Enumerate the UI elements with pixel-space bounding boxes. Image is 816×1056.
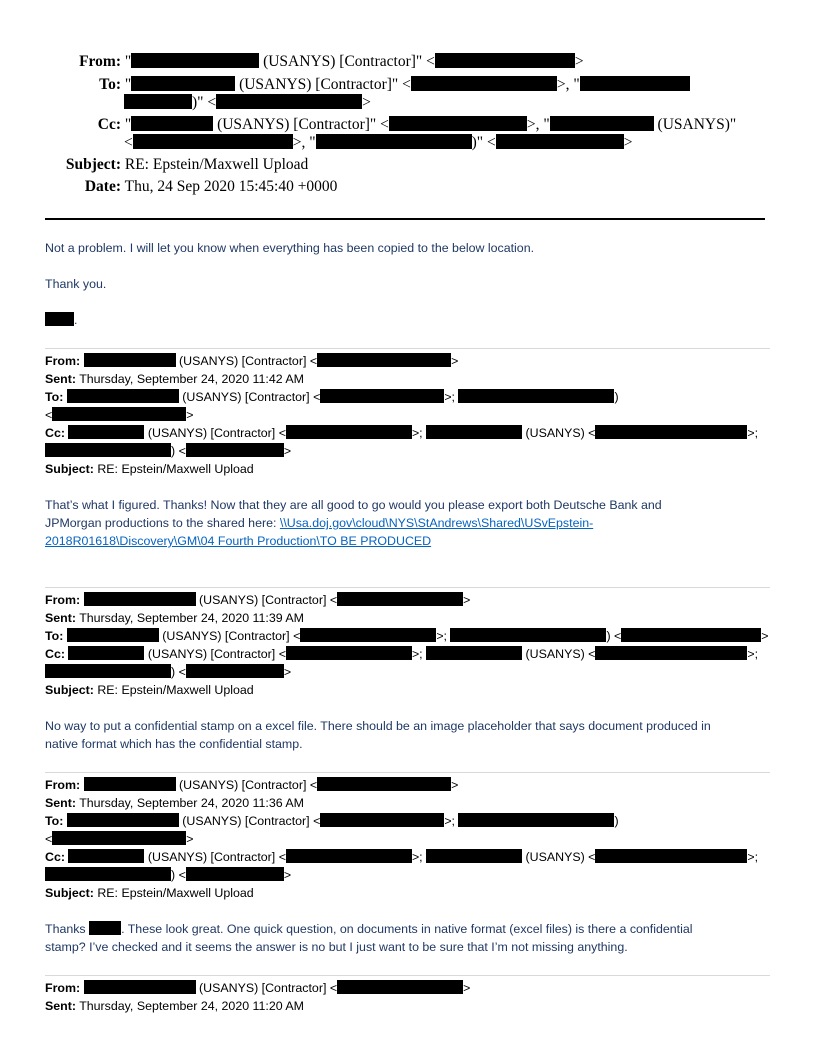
redaction-block [320,389,444,403]
cc-org: (USANYS) [Contractor] < [147,426,286,440]
close-bracket: > [451,778,459,792]
close-bracket: > [451,354,459,368]
message-body-line-1: No way to put a confidential stamp on a excel file. There should be an image placeholder that says document produced in [45,719,711,733]
header-cc-line2 [124,134,632,152]
header-cc-mid: >, " [526,116,550,133]
to-org: (USANYS) [Contractor] < [182,814,321,828]
close-bracket: > [283,868,292,882]
subject-text: RE: Epstein/Maxwell Upload [97,462,254,476]
close-bracket: > [186,408,194,422]
message-from-line [45,777,458,793]
cc-label: Cc: [45,647,65,661]
redaction-block [496,134,624,149]
to-separator: >; [436,629,447,643]
redaction-block [67,389,179,403]
body-text: JPMorgan productions to the shared here: [45,516,280,530]
redaction-block [84,980,196,994]
redaction-block [186,443,284,457]
to-mid: ) < [606,629,622,643]
redaction-block [186,664,284,678]
subject-label: Subject: [45,886,94,900]
header-cc-org2: (USANYS)" [657,116,737,133]
body-line-2: Thank you. [45,277,107,291]
body-signature [45,312,77,328]
redaction-block [131,53,259,68]
redaction-block [317,353,451,367]
redaction-block [595,425,747,439]
cc-org: (USANYS) [Contractor] < [147,850,286,864]
message-subject-line [45,461,254,477]
sent-date: Thursday, September 24, 2020 11:42 AM [79,372,304,386]
header-date-line [0,178,337,196]
cc-label: Cc: [45,850,65,864]
redaction-block [52,407,186,421]
header-to-close: > [362,94,371,111]
redaction-block [286,646,412,660]
cc-separator: >; [747,426,759,440]
close-bracket: > [761,629,769,643]
from-org: (USANYS) [Contractor] < [199,593,338,607]
redaction-block [317,777,451,791]
message-cc-line2 [45,443,291,459]
from-label: From: [45,593,81,607]
redaction-block [435,53,575,68]
header-to-org: (USANYS) [Contractor]" < [239,76,411,93]
header-cc-label: Cc: [97,116,121,133]
message-to-line [45,628,769,644]
cc-org2: (USANYS) < [525,850,596,864]
header-cc-line2-open: < [124,134,133,151]
message-subject-line [45,682,254,698]
header-cc-line [0,116,736,134]
to-org: (USANYS) [Contractor] < [182,390,321,404]
redaction-block [45,312,74,326]
header-subject: RE: Epstein/Maxwell Upload [124,156,309,173]
message-sent-line [45,795,304,811]
close-bracket: > [283,665,292,679]
from-label: From: [45,354,81,368]
body-line-1: Not a problem. I will let you know when everything has been copied to the below location. [45,241,535,255]
redaction-block [45,443,171,457]
header-subject-label: Subject: [65,156,121,173]
redaction-block [411,76,557,91]
message-from-line [45,353,458,369]
redaction-block [131,116,213,131]
to-open-bracket: < [45,832,53,846]
message-body-line-3 [45,533,431,549]
header-from-close: > [574,53,584,70]
message-body-line-2: stamp? I’ve checked and it seems the answer is no but I just want to be sure that I’m not missing anything. [45,940,628,954]
close-bracket: > [186,832,194,846]
redaction-block [300,628,436,642]
message-cc-line [45,646,758,662]
from-label: From: [45,981,81,995]
close-bracket: > [283,444,292,458]
redaction-block [595,646,747,660]
redaction-block [45,867,171,881]
redaction-block [216,94,362,109]
sent-label: Sent: [45,611,76,625]
header-date-label: Date: [84,178,121,195]
header-from-line [0,53,584,71]
to-label: To: [45,629,64,643]
cc-separator: >; [411,850,423,864]
subject-label: Subject: [45,462,94,476]
message-separator [45,975,770,976]
header-cc-quote: " [124,116,132,133]
to-paren: ) [614,390,619,404]
header-cc-org: (USANYS) [Contractor]" < [217,116,389,133]
redaction-block [67,628,159,642]
subject-text: RE: Epstein/Maxwell Upload [97,683,254,697]
message-from-line [45,592,470,608]
header-to-quote: " [124,76,132,93]
message-sent-line [45,610,304,626]
shared-folder-link[interactable]: \\Usa.doj.gov\cloud\NYS\StAndrews\Shared\USvEpstein- [279,516,594,530]
redaction-block [337,980,463,994]
sent-label: Sent: [45,796,76,810]
redaction-block [458,813,614,827]
message-cc-line2 [45,664,291,680]
cc-line2-mid: ) < [171,665,186,679]
cc-org: (USANYS) [Contractor] < [147,647,286,661]
redaction-block [131,76,235,91]
redaction-block [426,646,522,660]
redaction-block [458,389,614,403]
message-body-line-1: That’s what I figured. Thanks! Now that they are all good to go would you please export both Deutsche Bank and [45,498,662,512]
sent-label: Sent: [45,999,76,1013]
signature-dot: . [74,313,78,327]
subject-text: RE: Epstein/Maxwell Upload [97,886,254,900]
redaction-block [550,116,654,131]
message-from-line [45,980,470,996]
sent-date: Thursday, September 24, 2020 11:20 AM [79,999,304,1013]
cc-separator: >; [747,850,759,864]
redaction-block [68,646,144,660]
message-separator [45,348,770,349]
redaction-block [286,849,412,863]
message-sent-line [45,371,304,387]
header-to-mid: >, " [556,76,580,93]
message-body-line-2 [45,515,593,531]
header-to-line2-mid: )" < [192,94,217,111]
body-text: . These look great. One quick question, on documents in native format (excel files) is there a confidential [121,922,693,936]
to-paren: ) [614,814,619,828]
to-open-bracket: < [45,408,53,422]
header-cc-close: > [623,134,633,151]
redaction-block [186,867,284,881]
from-org: (USANYS) [Contractor] < [179,354,318,368]
message-separator [45,772,770,773]
from-org: (USANYS) [Contractor] < [179,778,318,792]
cc-line2-mid: ) < [171,444,186,458]
message-body-line-1 [45,921,693,937]
header-date: Thu, 24 Sep 2020 15:45:40 +0000 [124,178,338,195]
redaction-block [84,353,176,367]
to-label: To: [45,814,64,828]
close-bracket: > [463,593,471,607]
redaction-block [320,813,444,827]
message-to-line2 [45,831,194,847]
shared-folder-link-cont[interactable]: 2018R01618\Discovery\GM\04 Fourth Production\TO BE PRODUCED [45,534,432,548]
message-cc-line2 [45,867,291,883]
message-subject-line [45,885,254,901]
from-label: From: [45,778,81,792]
header-cc-line2-mid2: )" < [471,134,496,151]
header-from-quote: " [124,53,132,70]
redaction-block [68,849,144,863]
header-to-line [0,76,690,94]
message-to-line [45,389,619,405]
cc-separator: >; [411,647,423,661]
sent-date: Thursday, September 24, 2020 11:36 AM [79,796,304,810]
redaction-block [389,116,527,131]
redaction-block [84,592,196,606]
header-to-label: To: [99,76,121,93]
cc-org2: (USANYS) < [525,647,596,661]
message-separator [45,587,770,588]
message-to-line [45,813,619,829]
subject-label: Subject: [45,683,94,697]
redaction-block [580,76,690,91]
redaction-block [426,425,522,439]
redaction-block [426,849,522,863]
cc-line2-mid: ) < [171,868,186,882]
redaction-block [45,664,171,678]
message-body-line-2: native format which has the confidential stamp. [45,737,303,751]
message-to-line2 [45,407,194,423]
redaction-block [89,921,121,935]
cc-separator: >; [411,426,423,440]
sent-date: Thursday, September 24, 2020 11:39 AM [79,611,304,625]
cc-separator: >; [747,647,759,661]
to-label: To: [45,390,64,404]
close-bracket: > [463,981,471,995]
redaction-block [595,849,747,863]
message-cc-line [45,425,758,441]
message-sent-line [45,998,304,1014]
redaction-block [286,425,412,439]
header-to-line2 [124,94,371,112]
from-org: (USANYS) [Contractor] < [199,981,338,995]
redaction-block [621,628,761,642]
redaction-block [84,777,176,791]
to-separator: >; [444,814,455,828]
redaction-block [133,134,293,149]
body-text: Thanks [45,922,90,936]
to-org: (USANYS) [Contractor] < [162,629,301,643]
redaction-block [68,425,144,439]
redaction-block [337,592,463,606]
cc-label: Cc: [45,426,65,440]
to-separator: >; [444,390,455,404]
redaction-block [124,94,192,109]
header-from-label: From: [79,53,121,70]
header-from-org: (USANYS) [Contractor]" < [263,53,435,70]
header-subject-line [0,156,308,174]
redaction-block [450,628,606,642]
redaction-block [67,813,179,827]
cc-org2: (USANYS) < [525,426,596,440]
header-cc-line2-mid: >, " [292,134,316,151]
sent-label: Sent: [45,372,76,386]
redaction-block [316,134,472,149]
header-divider [45,218,765,220]
redaction-block [52,831,186,845]
message-cc-line [45,849,758,865]
